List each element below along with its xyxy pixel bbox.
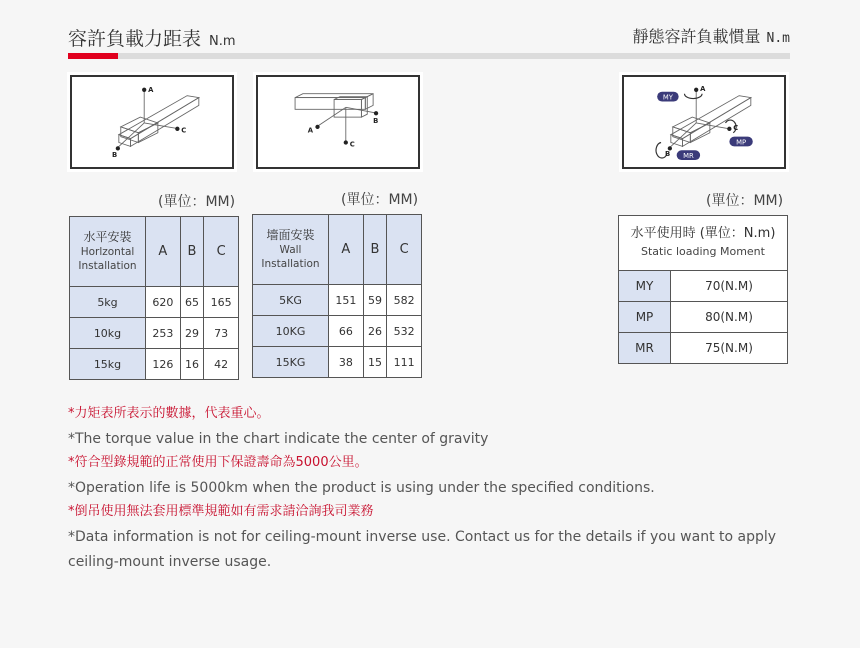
diagram3-label-b: B xyxy=(664,150,671,159)
cell-value: 38 xyxy=(329,347,364,378)
header-accent-bar xyxy=(68,53,118,59)
table-row xyxy=(619,271,788,302)
moment-label: MP xyxy=(619,302,671,333)
row-load: 10kg xyxy=(70,318,146,349)
note-zh-gravity: *力矩表所表示的數據，代表重心。 xyxy=(68,406,270,421)
table-row xyxy=(253,347,422,378)
column-header: A xyxy=(146,217,181,287)
table-row xyxy=(253,285,422,316)
cell-value: 151 xyxy=(329,285,364,316)
table-corner: 水平安裝 Horlzontal Installation xyxy=(70,217,146,287)
cell-value: 65 xyxy=(180,287,204,318)
column-header: C xyxy=(387,215,422,285)
cell-value: 253 xyxy=(146,318,181,349)
diagram1-label-a: A xyxy=(148,85,154,94)
diagram3-label-c: C xyxy=(733,123,739,132)
wall-load-table xyxy=(252,214,422,378)
page-title xyxy=(68,24,236,51)
column-header: A xyxy=(329,215,364,285)
cell-value: 582 xyxy=(387,285,422,316)
moment-diagram xyxy=(622,75,786,169)
diagram1-label-c: C xyxy=(181,126,187,135)
cell-value: 59 xyxy=(363,285,387,316)
row-load: 5kg xyxy=(70,287,146,318)
table-row xyxy=(70,318,239,349)
moment-illustration xyxy=(624,77,784,167)
note-zh-life: *符合型錄規範的正常使用下保證壽命為5000公里。 xyxy=(68,455,368,471)
title-left-unit: N.m xyxy=(209,34,236,49)
table-row xyxy=(619,333,788,364)
cell-value: 66 xyxy=(329,316,364,347)
table-row xyxy=(70,349,239,380)
table-row xyxy=(70,287,239,318)
note-zh-ceiling: *倒吊使用無法套用標準規範如有需求請洽詢我司業務 xyxy=(68,504,374,520)
unit-label-wall: (單位：MM) xyxy=(341,192,419,208)
notes-section xyxy=(68,402,798,574)
cell-value: 29 xyxy=(180,318,204,349)
cell-value: 42 xyxy=(204,349,239,380)
moment-value: 80(N.M) xyxy=(671,302,788,333)
cell-value: 111 xyxy=(387,347,422,378)
column-header: B xyxy=(180,217,204,287)
note-en-gravity: *The torque value in the chart indicate the center of gravity xyxy=(68,430,489,447)
moment-value: 70(N.M) xyxy=(671,271,788,302)
column-header: B xyxy=(363,215,387,285)
diagram2-label-b: B xyxy=(373,116,379,125)
cell-value: 16 xyxy=(180,349,204,380)
diagram2-label-c: C xyxy=(349,140,355,149)
column-header: C xyxy=(204,217,239,287)
static-moment-table xyxy=(618,215,788,364)
badge-mp: MP xyxy=(736,138,747,147)
moment-label: MR xyxy=(619,333,671,364)
wall-installation-diagram xyxy=(256,75,420,169)
cell-value: 532 xyxy=(387,316,422,347)
title-right: 靜態容許負載慣量 xyxy=(632,27,761,46)
row-load: 15kg xyxy=(70,349,146,380)
horizontal-load-table xyxy=(69,216,239,380)
badge-my: MY xyxy=(662,93,673,102)
table-row xyxy=(619,302,788,333)
horizontal-installation-diagram xyxy=(70,75,234,169)
badge-mr: MR xyxy=(683,152,694,161)
table-row xyxy=(253,316,422,347)
moment-label: MY xyxy=(619,271,671,302)
row-load: 10KG xyxy=(253,316,329,347)
note-en-life: *Operation life is 5000km when the product is using under the specified conditions. xyxy=(68,479,655,496)
cell-value: 620 xyxy=(146,287,181,318)
wall-installation-illustration xyxy=(258,77,418,167)
row-load: 5KG xyxy=(253,285,329,316)
note-en-ceiling: *Data information is not for ceiling-mount inverse use. Contact us for the details if you want to apply ceiling-mount inverse usage. xyxy=(68,528,777,570)
cell-value: 26 xyxy=(363,316,387,347)
section-title-right xyxy=(633,24,791,47)
table-corner: 墻面安裝 Wall Installation xyxy=(253,215,329,285)
cell-value: 73 xyxy=(204,318,239,349)
moment-value: 75(N.M) xyxy=(671,333,788,364)
diagram1-label-b: B xyxy=(112,151,118,160)
diagram3-label-a: A xyxy=(700,84,706,93)
title-left: 容許負載力距表 xyxy=(68,28,202,50)
unit-label-moment: (單位：MM) xyxy=(706,193,784,209)
diagram2-label-a: A xyxy=(307,126,314,135)
unit-label-horizontal: (單位：MM) xyxy=(158,194,236,210)
row-load: 15KG xyxy=(253,347,329,378)
cell-value: 126 xyxy=(146,349,181,380)
horizontal-installation-illustration xyxy=(72,77,232,167)
header-divider xyxy=(68,53,790,59)
cell-value: 165 xyxy=(204,287,239,318)
cell-value: 15 xyxy=(363,347,387,378)
title-right-unit: N.m xyxy=(766,31,790,46)
static-table-header: 水平使用時 (單位：N.m) Static loading Moment xyxy=(619,216,788,271)
